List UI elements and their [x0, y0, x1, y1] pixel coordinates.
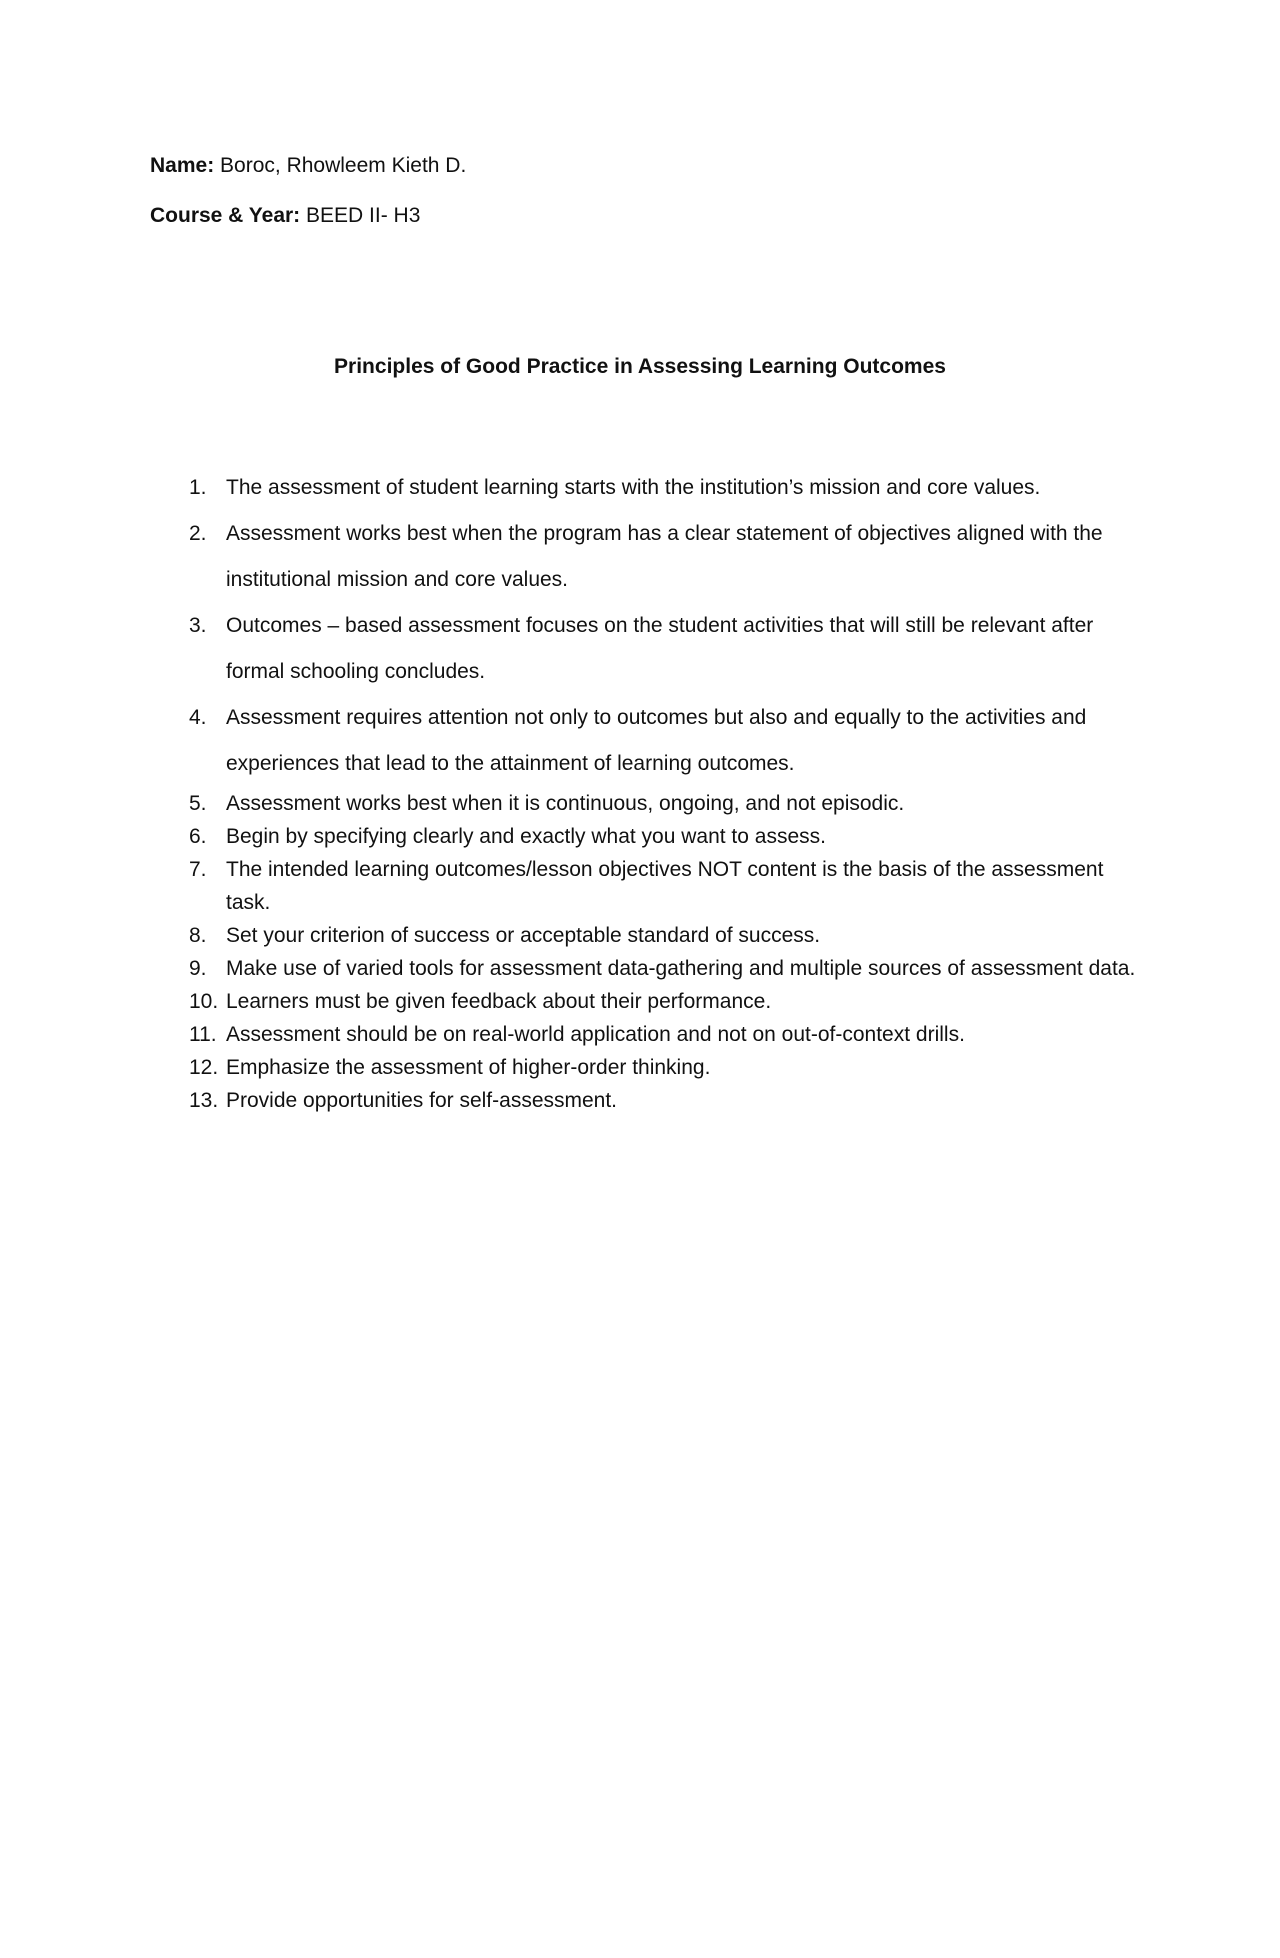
list-item — [0, 465, 1280, 511]
list-item-text: Make use of varied tools for assessment data-gathering and multiple sources of assessment data. — [226, 957, 1136, 980]
list-item-text: Outcomes – based assessment focuses on the student activities that will still be relevant after formal schooling concludes. — [226, 614, 1094, 683]
document-title: Principles of Good Practice in Assessing Learning Outcomes — [334, 355, 946, 378]
name-field — [150, 153, 466, 179]
list-item-text: Begin by specifying clearly and exactly what you want to assess. — [226, 825, 826, 848]
list-item-text: Emphasize the assessment of higher-order thinking. — [226, 1056, 711, 1079]
list-item — [0, 820, 1280, 853]
list-item — [0, 787, 1280, 820]
list-item — [0, 919, 1280, 952]
list-item — [0, 853, 1280, 919]
list-item — [0, 1051, 1280, 1084]
list-item-number: 10. — [189, 990, 219, 1013]
list-item — [0, 1018, 1280, 1051]
list-item-number: 13. — [189, 1089, 219, 1112]
name-label: Name: — [150, 154, 215, 177]
list-item-number: 9. — [189, 957, 207, 980]
course-year-field — [150, 203, 420, 229]
list-item-text: Assessment requires attention not only to outcomes but also and equally to the activities and experiences that lead to the attainment of learning outcomes. — [226, 706, 1087, 775]
list-item-number: 1. — [189, 476, 207, 499]
list-item-number: 7. — [189, 858, 207, 881]
list-item-text: The assessment of student learning starts with the institution’s mission and core values. — [226, 476, 1041, 499]
list-item-text: Assessment works best when it is continuous, ongoing, and not episodic. — [226, 792, 905, 815]
list-item — [0, 952, 1280, 985]
list-item-text: Learners must be given feedback about their performance. — [226, 990, 772, 1013]
course-year-label: Course & Year: — [150, 204, 301, 227]
list-item-text: The intended learning outcomes/lesson objectives NOT content is the basis of the assessment task. — [226, 858, 1104, 914]
list-item-text: Provide opportunities for self-assessment. — [226, 1089, 618, 1112]
list-item-text: Assessment should be on real-world application and not on out-of-context drills. — [226, 1023, 965, 1046]
list-item — [0, 1084, 1280, 1117]
list-item — [0, 603, 1280, 695]
list-item-number: 12. — [189, 1056, 219, 1079]
list-item — [0, 511, 1280, 603]
list-item — [0, 985, 1280, 1018]
list-item-text: Set your criterion of success or acceptable standard of success. — [226, 924, 821, 947]
list-item-number: 4. — [189, 706, 207, 729]
list-item-number: 8. — [189, 924, 207, 947]
list-item-text: Assessment works best when the program has a clear statement of objectives aligned with the institutional mission and core values. — [226, 522, 1103, 591]
list-item-number: 5. — [189, 792, 207, 815]
principles-list — [0, 465, 1280, 1117]
course-year-value: BEED II- H3 — [300, 204, 421, 227]
list-item — [0, 695, 1280, 787]
list-item-number: 6. — [189, 825, 207, 848]
name-value: Boroc, Rhowleem Kieth D. — [214, 154, 467, 177]
list-item-number: 3. — [189, 614, 207, 637]
list-item-number: 2. — [189, 522, 207, 545]
list-item-number: 11. — [189, 1023, 217, 1046]
